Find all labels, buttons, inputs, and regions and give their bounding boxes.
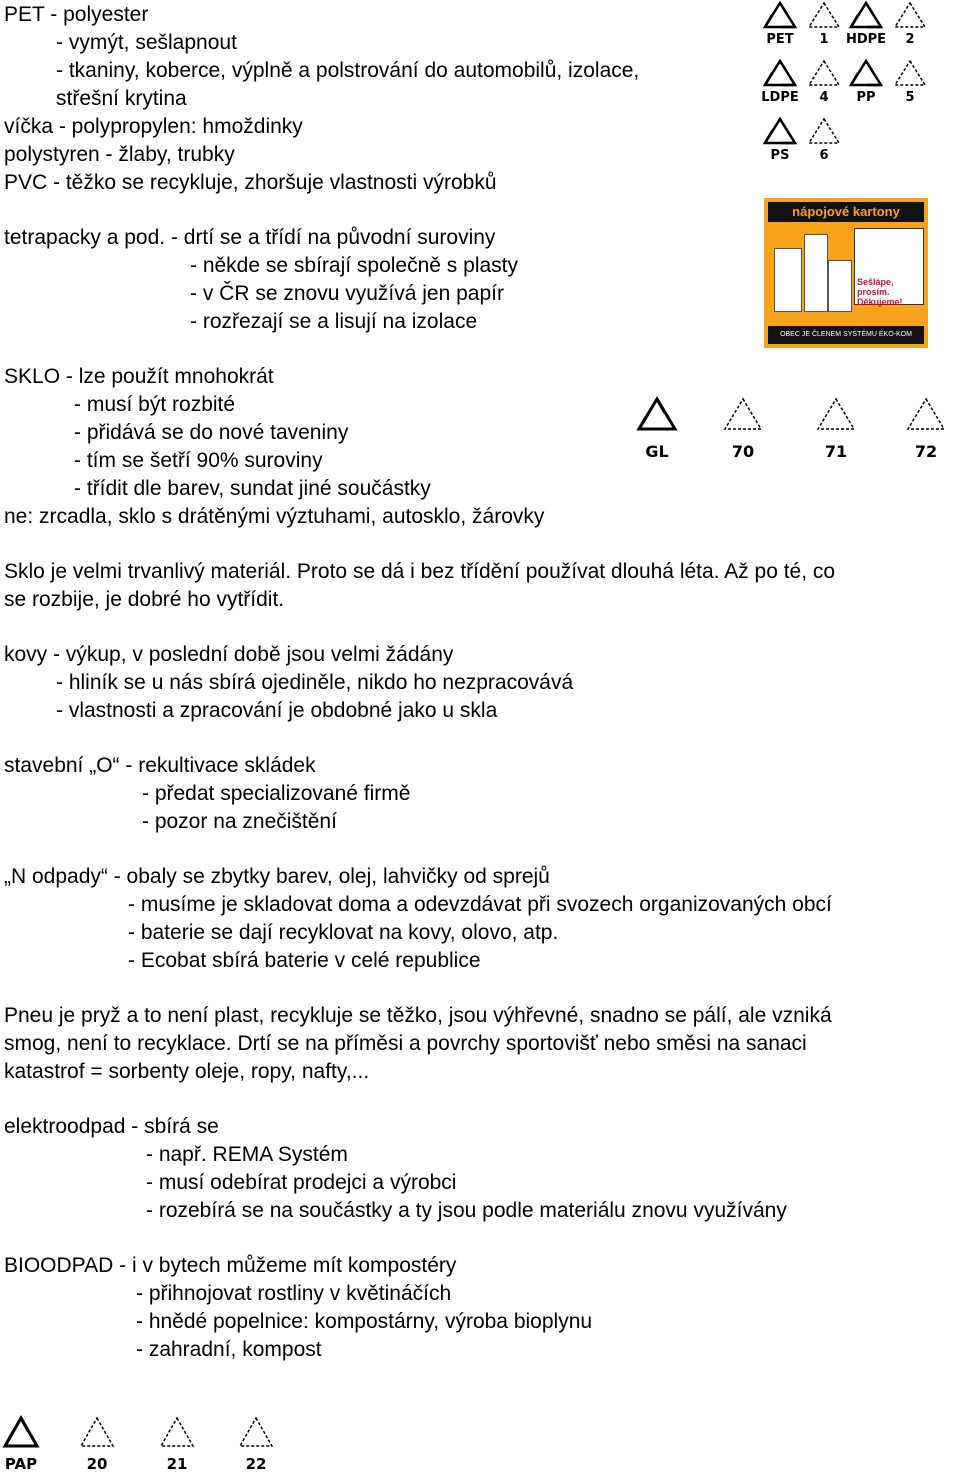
- symbol-label: PS: [770, 148, 790, 163]
- text-line: - třídit dle barev, sundat jiné součástky: [74, 477, 431, 500]
- text-line: - přihnojovat rostliny v květináčích: [136, 1282, 452, 1305]
- symbol-label: GL: [645, 442, 669, 461]
- recycling-pet-number-icon: [806, 0, 842, 47]
- text-line: elektroodpad - sbírá se: [4, 1115, 219, 1138]
- symbol-label: PAP: [4, 1455, 38, 1473]
- text-line: Sklo je velmi trvanlivý materiál. Proto se dá i bez třídění používat dlouhá léta. Až po té, co: [4, 560, 836, 583]
- recycling-gl-icon: [636, 396, 678, 461]
- text-line: Pneu je pryž a to není plast, recykluje se těžko, jsou výhřevné, snadno se pálí, ale vzniká: [4, 1004, 832, 1027]
- symbol-number: 2: [905, 32, 915, 47]
- text-line: - hliník se u nás sbírá ojediněle, nikdo ho nezpracovává: [56, 671, 574, 694]
- text-line: víčka - polypropylen: hmoždinky: [4, 115, 303, 138]
- text-line: BIOODPAD - i v bytech můžeme mít kompostéry: [4, 1254, 457, 1277]
- recycling-pp-number-icon: [892, 58, 928, 105]
- text-line: - Ecobat sbírá baterie v celé republice: [128, 949, 481, 972]
- text-line: - někde se sbírají společně s plasty: [190, 254, 519, 277]
- text-line: - musí být rozbité: [74, 393, 236, 416]
- recycling-hdpe-icon: [845, 0, 887, 47]
- symbol-number: 71: [824, 442, 848, 461]
- recycling-ps-icon: [762, 116, 798, 163]
- text-line: - hnědé popelnice: kompostárny, výroba bioplynu: [136, 1310, 593, 1333]
- symbol-number: 70: [731, 442, 755, 461]
- recycling-hdpe-number-icon: [892, 0, 928, 47]
- text-line: střešní krytina: [56, 87, 187, 110]
- text-line: smog, není to recyklace. Drtí se na příměsi a povrchy sportovišť nebo směsi na sanaci: [4, 1032, 807, 1055]
- recycling-pap-icon: [2, 1415, 40, 1473]
- text-line: - tkaniny, koberce, výplně a polstrování do automobilů, izolace,: [56, 59, 640, 82]
- carton-icon: [804, 234, 828, 312]
- text-line: - baterie se dají recyklovat na kovy, olovo, atp.: [128, 921, 559, 944]
- badge-note: [854, 228, 924, 305]
- symbol-number: 5: [905, 90, 915, 105]
- text-line: - vymýt, sešlapnout: [56, 31, 237, 54]
- recycling-pp-icon: [848, 58, 884, 105]
- recycling-70-icon: [722, 396, 764, 461]
- text-line: PVC - těžko se recykluje, zhoršuje vlastnosti výrobků: [4, 171, 497, 194]
- symbol-number: 1: [819, 32, 829, 47]
- text-line: PET - polyester: [4, 3, 149, 26]
- symbol-number: 72: [914, 442, 938, 461]
- symbol-label: PET: [766, 32, 794, 47]
- text-line: - musí odebírat prodejci a výrobci: [146, 1171, 457, 1194]
- text-line: SKLO - lze použít mnohokrát: [4, 365, 274, 388]
- text-line: tetrapacky a pod. - drtí se a třídí na původní suroviny: [4, 226, 496, 249]
- recycling-20-icon: [78, 1415, 116, 1473]
- symbol-number: 4: [819, 90, 829, 105]
- text-line: stavební „O“ - rekultivace skládek: [4, 754, 316, 777]
- badge-side-text: Sešlápe, prosím. Děkujeme!: [857, 277, 903, 307]
- text-line: kovy - výkup, v poslední době jsou velmi žádány: [4, 643, 454, 666]
- text-line: katastrof = sorbenty oleje, ropy, nafty,...: [4, 1060, 370, 1083]
- symbol-number: 22: [245, 1455, 267, 1473]
- text-line: - přidává se do nové taveniny: [74, 421, 349, 444]
- text-line: - v ČR se znovu využívá jen papír: [190, 282, 504, 305]
- text-line: - např. REMA Systém: [146, 1143, 348, 1166]
- recycling-ldpe-icon: [761, 58, 799, 105]
- beverage-carton-badge: [764, 198, 928, 348]
- text-line: ne: zrcadla, sklo s drátěnými výztuhami, autosklo, žárovky: [4, 505, 545, 528]
- symbol-label: HDPE: [845, 32, 887, 47]
- carton-icon: [828, 260, 852, 312]
- symbol-label: PP: [856, 90, 876, 105]
- carton-icon: [774, 248, 802, 312]
- symbol-number: 20: [86, 1455, 108, 1473]
- text-line: - předat specializované firmě: [142, 782, 411, 805]
- badge-header: nápojové kartony: [768, 202, 924, 222]
- text-line: - pozor na znečištění: [142, 810, 337, 833]
- text-line: - musíme je skladovat doma a odevzdávat při svozech organizovaných obcí: [128, 893, 832, 916]
- text-line: - vlastnosti a zpracování je obdobné jako u skla: [56, 699, 498, 722]
- text-line: „N odpady“ - obaly se zbytky barev, olej, lahvičky od sprejů: [4, 865, 550, 888]
- badge-footer: OBEC JE ČLENEM SYSTÉMU EKO-KOM: [768, 326, 924, 344]
- text-line: polystyren - žlaby, trubky: [4, 143, 235, 166]
- recycling-72-icon: [905, 396, 947, 461]
- text-line: - zahradní, kompost: [136, 1338, 322, 1361]
- recycling-ldpe-number-icon: [806, 58, 842, 105]
- symbol-number: 21: [166, 1455, 188, 1473]
- symbol-label: LDPE: [761, 90, 799, 105]
- recycling-21-icon: [158, 1415, 196, 1473]
- recycling-22-icon: [237, 1415, 275, 1473]
- recycling-71-icon: [815, 396, 857, 461]
- recycling-ps-number-icon: [806, 116, 842, 163]
- text-line: - rozřezají se a lisují na izolace: [190, 310, 478, 333]
- recycling-pet-icon: [762, 0, 798, 47]
- text-line: - rozebírá se na součástky a ty jsou podle materiálu znovu využívány: [146, 1199, 787, 1222]
- text-line: se rozbije, je dobré ho vytřídit.: [4, 588, 285, 611]
- symbol-number: 6: [819, 148, 829, 163]
- text-line: - tím se šetří 90% suroviny: [74, 449, 323, 472]
